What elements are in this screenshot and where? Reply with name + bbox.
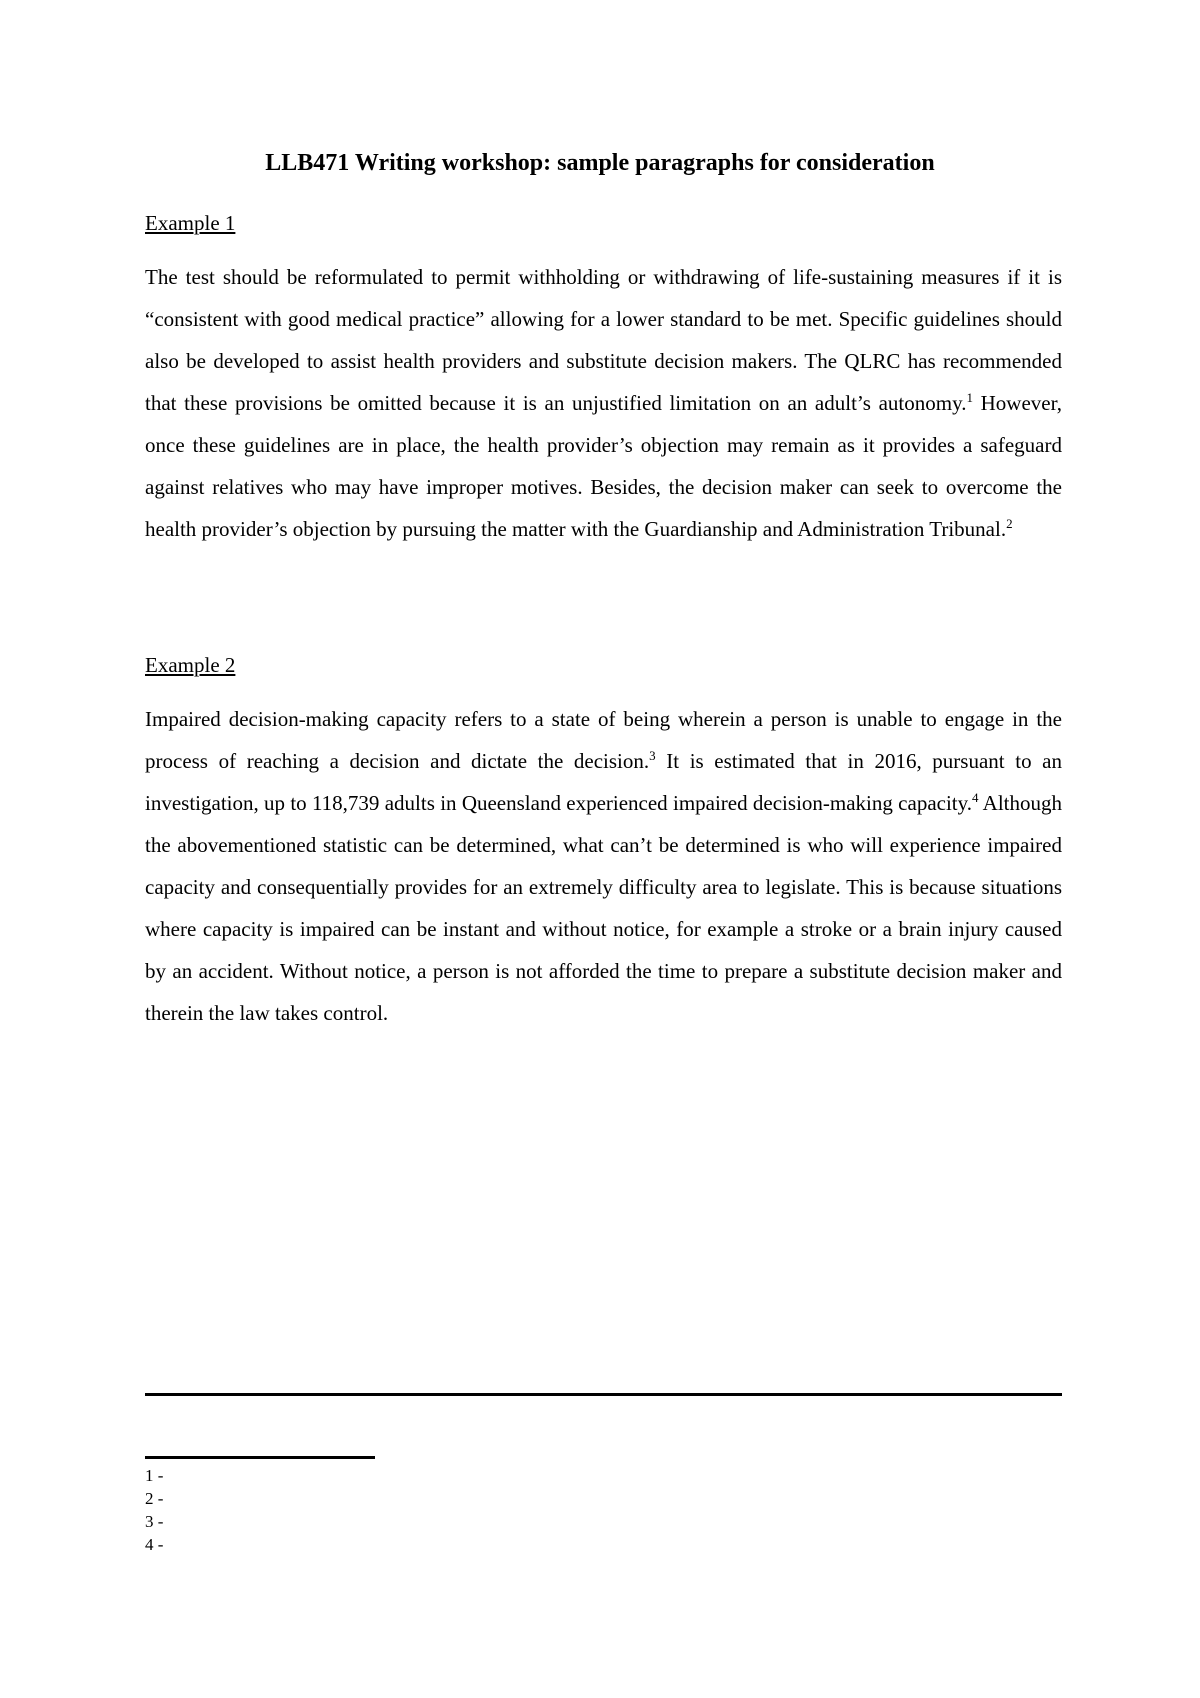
horizontal-divider (145, 1393, 1062, 1396)
paragraph-text: Impaired decision-making capacity refers to a state of being wherein a person is unable to engage in the process of reaching a decision and dictate the decision. (145, 707, 1062, 773)
example-2-heading: Example 2 (145, 653, 236, 677)
example-1-paragraph (145, 256, 1062, 550)
footnote-item: 4 - (145, 1535, 164, 1554)
example-2-paragraph (145, 698, 1062, 1034)
example-1-heading: Example 1 (145, 211, 236, 235)
paragraph-text: It is estimated that in 2016, pursuant to an investigation, up to 118,739 adults in Queensland experienced impaired decision-making capacity. (145, 749, 1062, 815)
footnote-reference[interactable]: 3 (649, 748, 656, 763)
paragraph-text: However, once these guidelines are in place, the health provider’s objection may remain as it provides a safeguard against relatives who may have improper motives. Besides, the decision maker can seek to overcome the health provider’s objection by pursuing the matter with the Guardianship and Administration Tribunal. (145, 391, 1063, 541)
footnote-item: 3 - (145, 1512, 164, 1531)
footnote-reference[interactable]: 4 (972, 790, 979, 805)
footnote-reference[interactable]: 1 (966, 390, 973, 405)
footnote-item: 2 - (145, 1489, 164, 1508)
footnote-reference[interactable]: 2 (1006, 516, 1013, 531)
paragraph-text: The test should be reformulated to permit withholding or withdrawing of life-sustaining measures if it is “consistent with good medical practice” allowing for a lower standard to be met. Specific guidelines should also be developed to assist health providers and substitute decision makers. The QLRC has recommended that these provisions be omitted because it is an unjustified limitation on an adult’s autonomy. (145, 265, 1062, 415)
footnote-item: 1 - (145, 1466, 164, 1485)
footnote-separator (145, 1456, 375, 1459)
paragraph-text: Although the abovementioned statistic can be determined, what can’t be determined is who will experience impaired capacity and consequentially provides for an extremely difficulty area to legislate. This is because situations where capacity is impaired can be instant and without notice, for example a stroke or a brain injury caused by an accident. Without notice, a person is not afforded the time to prepare a substitute decision maker and therein the law takes control. (145, 791, 1062, 1025)
footnotes-list (145, 1464, 163, 1556)
document-title: LLB471 Writing workshop: sample paragraphs for consideration (265, 150, 935, 176)
